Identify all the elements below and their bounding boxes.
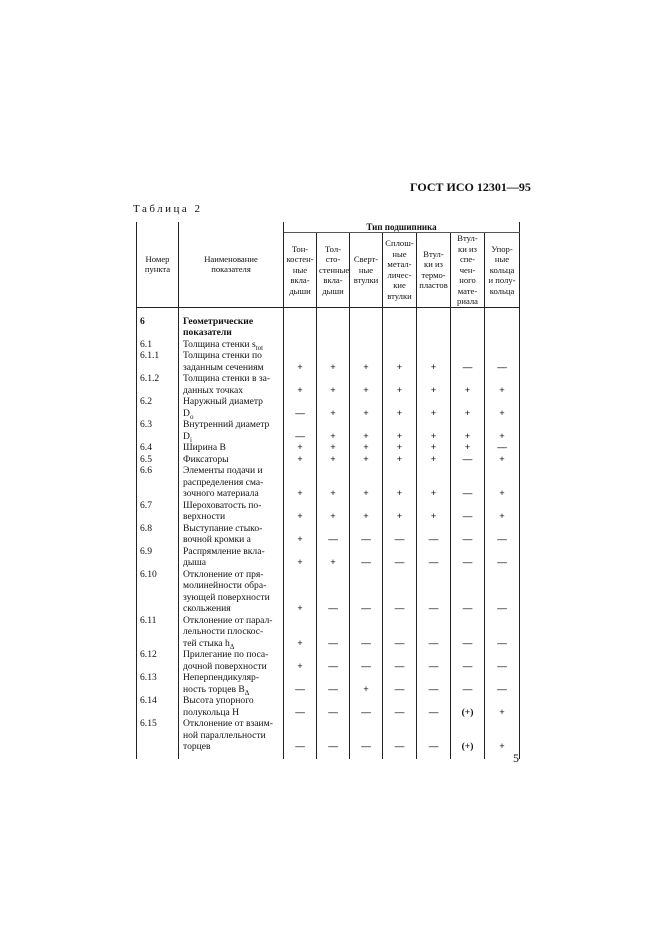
applicability-mark: + xyxy=(417,373,451,396)
applicability-mark: — xyxy=(350,718,383,759)
table-row xyxy=(137,615,520,650)
applicability-mark: — xyxy=(485,546,520,569)
row-number: 6 xyxy=(137,307,179,339)
row-name-text: Распрямление вкла- дыша xyxy=(183,545,265,568)
applicability-mark: + xyxy=(485,695,520,718)
applicability-mark: + xyxy=(317,396,350,419)
standard-designation: ГОСТ ИСО 12301—95 xyxy=(410,180,531,194)
row-name-text: Выступание стыко- вочной кромки a xyxy=(183,522,263,545)
applicability-mark: + xyxy=(383,500,417,523)
applicability-mark: + xyxy=(317,546,350,569)
applicability-mark: + xyxy=(485,718,520,759)
applicability-mark xyxy=(417,339,451,351)
applicability-mark: + xyxy=(317,500,350,523)
applicability-mark: — xyxy=(350,523,383,546)
table-row xyxy=(137,373,520,396)
row-name xyxy=(179,454,284,466)
row-name xyxy=(179,339,284,351)
table-row xyxy=(137,569,520,615)
applicability-mark: — xyxy=(350,695,383,718)
applicability-mark: + xyxy=(417,465,451,500)
row-name xyxy=(179,500,284,523)
applicability-mark: + xyxy=(417,396,451,419)
applicability-mark xyxy=(317,339,350,351)
applicability-mark xyxy=(485,339,520,351)
applicability-mark: + xyxy=(317,442,350,454)
table-row xyxy=(137,523,520,546)
applicability-mark: + xyxy=(350,419,383,442)
row-name xyxy=(179,649,284,672)
row-name xyxy=(179,350,284,373)
applicability-mark: — xyxy=(284,396,317,419)
applicability-mark: + xyxy=(417,442,451,454)
applicability-mark: + xyxy=(284,546,317,569)
page-number: 5 xyxy=(513,751,519,765)
row-number: 6.1 xyxy=(137,339,179,351)
applicability-mark: — xyxy=(485,649,520,672)
applicability-mark: + xyxy=(485,396,520,419)
applicability-mark: — xyxy=(383,649,417,672)
applicability-mark xyxy=(485,307,520,339)
row-name xyxy=(179,419,284,442)
applicability-mark: — xyxy=(284,419,317,442)
applicability-mark: — xyxy=(451,523,485,546)
row-name-subscript: tot xyxy=(255,343,264,352)
applicability-mark: — xyxy=(451,672,485,695)
row-name-text: Высота упорного полукольца H xyxy=(183,695,254,718)
table-row xyxy=(137,396,520,419)
row-name-text: Толщина стенки в за- данных точках xyxy=(183,373,271,396)
applicability-mark: + xyxy=(383,442,417,454)
row-name-text: Отклонение от парал- лельности плоскос- тей стыка h xyxy=(183,614,273,649)
row-name-text: Наружный диаметр D xyxy=(183,396,263,419)
row-name-text: Отклонение от пря- молинейности обра- зующей поверхности скольжения xyxy=(183,568,270,614)
row-number: 6.2 xyxy=(137,396,179,419)
row-name xyxy=(179,672,284,695)
applicability-mark: — xyxy=(451,350,485,373)
applicability-mark: + xyxy=(451,396,485,419)
applicability-mark: + xyxy=(383,465,417,500)
applicability-mark: — xyxy=(284,695,317,718)
applicability-mark: + xyxy=(350,465,383,500)
applicability-mark: — xyxy=(383,672,417,695)
row-name xyxy=(179,523,284,546)
row-number: 6.14 xyxy=(137,695,179,718)
column-group-bearing-type: Тип подшипника xyxy=(284,222,520,233)
applicability-mark: + xyxy=(350,373,383,396)
applicability-mark: + xyxy=(350,442,383,454)
applicability-mark: + xyxy=(317,350,350,373)
applicability-mark xyxy=(350,307,383,339)
applicability-mark: — xyxy=(383,718,417,759)
applicability-mark: + xyxy=(383,396,417,419)
row-name xyxy=(179,546,284,569)
applicability-mark xyxy=(284,307,317,339)
row-number: 6.1.1 xyxy=(137,350,179,373)
applicability-mark: — xyxy=(284,718,317,759)
applicability-mark: + xyxy=(383,454,417,466)
row-name-subscript: Δ xyxy=(244,688,250,697)
applicability-mark: — xyxy=(485,569,520,615)
applicability-mark: — xyxy=(485,442,520,454)
row-name-text: Прилегание по поса- дочной поверхности xyxy=(183,649,269,672)
applicability-mark: + xyxy=(350,396,383,419)
applicability-mark: — xyxy=(417,615,451,650)
applicability-mark: + xyxy=(451,442,485,454)
table-row xyxy=(137,339,520,351)
row-number: 6.15 xyxy=(137,718,179,759)
applicability-mark xyxy=(451,307,485,339)
row-number: 6.5 xyxy=(137,454,179,466)
table-caption: Таблица 2 xyxy=(133,203,203,215)
applicability-mark: — xyxy=(350,569,383,615)
table-row xyxy=(137,500,520,523)
applicability-mark: + xyxy=(284,523,317,546)
row-name-text: Ширина B xyxy=(183,442,226,453)
row-number: 6.4 xyxy=(137,442,179,454)
applicability-mark: — xyxy=(485,672,520,695)
applicability-mark: — xyxy=(350,649,383,672)
table-row xyxy=(137,649,520,672)
applicability-mark: — xyxy=(383,615,417,650)
applicability-mark: — xyxy=(485,615,520,650)
applicability-mark: + xyxy=(284,569,317,615)
applicability-mark: (+) xyxy=(451,718,485,759)
applicability-mark: + xyxy=(350,500,383,523)
applicability-mark: — xyxy=(383,523,417,546)
applicability-mark: — xyxy=(317,649,350,672)
row-name xyxy=(179,569,284,615)
applicability-mark: + xyxy=(284,350,317,373)
row-number: 6.12 xyxy=(137,649,179,672)
applicability-mark: + xyxy=(284,454,317,466)
applicability-mark: — xyxy=(350,615,383,650)
column-header-type: Втул- ки из термо- пластов xyxy=(417,233,451,308)
column-header-number: Номер пункта xyxy=(137,222,179,307)
column-header-type: Тол- сто- стенные вкла- дыши xyxy=(317,233,350,308)
table-row xyxy=(137,350,520,373)
applicability-mark: + xyxy=(284,442,317,454)
column-header-type: Сверт- ные втулки xyxy=(350,233,383,308)
row-name xyxy=(179,718,284,759)
applicability-mark: — xyxy=(451,649,485,672)
table-row xyxy=(137,454,520,466)
applicability-mark: — xyxy=(417,546,451,569)
row-number: 6.10 xyxy=(137,569,179,615)
row-name-text: Толщина стенки s xyxy=(183,338,256,350)
table-row xyxy=(137,546,520,569)
applicability-mark: + xyxy=(417,419,451,442)
column-header-type: Тон- костен- ные вкла- дыши xyxy=(284,233,317,308)
applicability-mark: + xyxy=(485,373,520,396)
applicability-mark: + xyxy=(317,419,350,442)
row-number: 6.1.2 xyxy=(137,373,179,396)
applicability-mark: — xyxy=(317,672,350,695)
row-name-text: Элементы подачи и распределения сма- зочного материала xyxy=(183,465,264,499)
applicability-mark: — xyxy=(485,350,520,373)
applicability-mark: — xyxy=(417,718,451,759)
applicability-mark xyxy=(451,339,485,351)
row-name xyxy=(179,307,284,339)
applicability-mark: — xyxy=(317,569,350,615)
applicability-mark: — xyxy=(485,523,520,546)
applicability-mark xyxy=(284,339,317,351)
table-row xyxy=(137,718,520,759)
applicability-mark: — xyxy=(417,649,451,672)
applicability-mark: — xyxy=(317,523,350,546)
applicability-mark: + xyxy=(317,465,350,500)
applicability-mark: + xyxy=(284,615,317,650)
bearing-parameters-table xyxy=(136,222,520,759)
row-name xyxy=(179,373,284,396)
column-header-type: Упор- ные кольца и полу- кольца xyxy=(485,233,520,308)
applicability-mark: + xyxy=(350,672,383,695)
applicability-mark: + xyxy=(485,454,520,466)
row-name xyxy=(179,615,284,650)
applicability-mark: — xyxy=(284,672,317,695)
applicability-mark: + xyxy=(485,419,520,442)
applicability-mark: + xyxy=(284,373,317,396)
applicability-mark: — xyxy=(451,454,485,466)
applicability-mark: — xyxy=(383,569,417,615)
applicability-mark: + xyxy=(284,465,317,500)
applicability-mark: + xyxy=(417,500,451,523)
column-header-type: Сплош- ные метал- личес- кие втулки xyxy=(383,233,417,308)
row-number: 6.6 xyxy=(137,465,179,500)
applicability-mark: (+) xyxy=(451,695,485,718)
row-name-text: Отклонение от взаим- ной параллельности торцев xyxy=(183,718,273,752)
applicability-mark: — xyxy=(350,546,383,569)
applicability-mark: + xyxy=(317,454,350,466)
applicability-mark: + xyxy=(284,649,317,672)
column-header-type: Втул- ки из спе- чен- ного мате- риала xyxy=(451,233,485,308)
applicability-mark: — xyxy=(317,718,350,759)
applicability-mark: — xyxy=(451,500,485,523)
applicability-mark: + xyxy=(451,373,485,396)
row-name xyxy=(179,465,284,500)
applicability-mark: — xyxy=(451,546,485,569)
applicability-mark: — xyxy=(417,569,451,615)
row-number: 6.3 xyxy=(137,419,179,442)
row-name-text: Фиксаторы xyxy=(183,453,229,465)
applicability-mark: + xyxy=(485,500,520,523)
applicability-mark: — xyxy=(417,523,451,546)
applicability-mark: — xyxy=(383,546,417,569)
row-number: 6.8 xyxy=(137,523,179,546)
applicability-mark: + xyxy=(383,350,417,373)
applicability-mark: + xyxy=(417,350,451,373)
table-row xyxy=(137,307,520,339)
applicability-mark: — xyxy=(417,695,451,718)
row-number: 6.11 xyxy=(137,615,179,650)
applicability-mark: — xyxy=(451,569,485,615)
table-row xyxy=(137,695,520,718)
applicability-mark: + xyxy=(317,373,350,396)
applicability-mark: — xyxy=(451,615,485,650)
applicability-mark xyxy=(350,339,383,351)
applicability-mark: — xyxy=(451,465,485,500)
table-row xyxy=(137,465,520,500)
applicability-mark: + xyxy=(417,454,451,466)
row-name-subscript: o xyxy=(189,412,194,421)
applicability-mark xyxy=(383,307,417,339)
applicability-mark: + xyxy=(284,500,317,523)
applicability-mark: + xyxy=(350,454,383,466)
applicability-mark: + xyxy=(350,350,383,373)
row-name-text: Шероховатость по- верхности xyxy=(183,499,262,522)
table-row xyxy=(137,442,520,454)
row-name-text: Неперпендикуляр- ность торцев B xyxy=(183,672,260,695)
table-row xyxy=(137,419,520,442)
applicability-mark: — xyxy=(317,615,350,650)
row-number: 6.7 xyxy=(137,500,179,523)
applicability-mark: + xyxy=(451,419,485,442)
row-name-text: Геометрические показатели xyxy=(183,315,254,338)
row-name-subscript: Δ xyxy=(229,642,235,651)
applicability-mark xyxy=(383,339,417,351)
row-name xyxy=(179,695,284,718)
applicability-mark: — xyxy=(317,695,350,718)
row-number: 6.9 xyxy=(137,546,179,569)
table-row xyxy=(137,672,520,695)
applicability-mark: — xyxy=(417,672,451,695)
row-name-text: Внутренний диаметр D xyxy=(183,419,270,442)
applicability-mark xyxy=(417,307,451,339)
column-header-name: Наименование показателя xyxy=(179,222,284,307)
applicability-mark: — xyxy=(383,695,417,718)
applicability-mark: + xyxy=(383,419,417,442)
applicability-mark: + xyxy=(383,373,417,396)
row-name-subscript: i xyxy=(189,435,192,444)
applicability-mark xyxy=(317,307,350,339)
row-name xyxy=(179,396,284,419)
row-name-text: Толщина стенки по заданным сечениям xyxy=(183,350,264,373)
applicability-mark: + xyxy=(485,465,520,500)
row-number: 6.13 xyxy=(137,672,179,695)
row-name xyxy=(179,442,284,454)
